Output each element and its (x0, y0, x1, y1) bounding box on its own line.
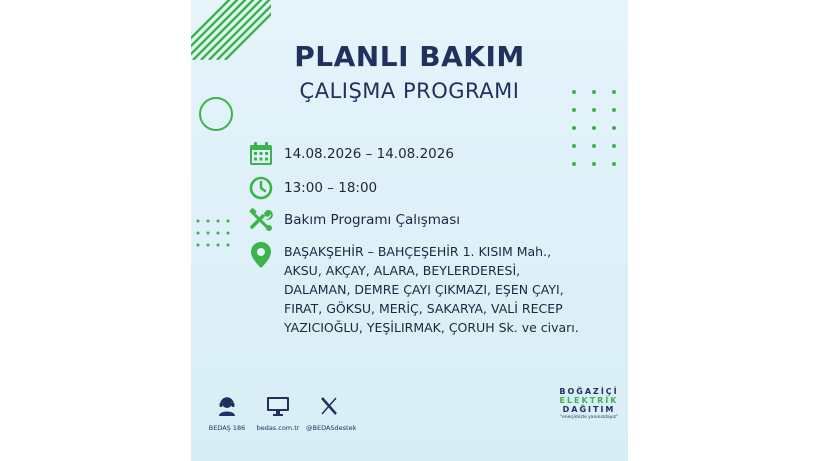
footer-phone (207, 395, 247, 432)
time-range: 13:00 – 18:00 (284, 180, 378, 196)
web-label: bedas.com.tr (256, 424, 300, 432)
support-agent-icon (216, 395, 238, 417)
address-block (284, 242, 624, 337)
clock-icon (248, 175, 274, 201)
calendar-icon (248, 141, 274, 167)
footer-web (255, 395, 301, 432)
work-type: Bakım Programı Çalışması (284, 212, 460, 228)
monitor-icon (266, 395, 290, 417)
phone-label: BEDAŞ 186 (208, 424, 246, 432)
brand-logo (556, 387, 622, 420)
brand-tagline: "enerjimizle yanınızdayız" (559, 415, 619, 420)
address-line: AKSU, AKÇAY, ALARA, BEYLERDERESİ, (284, 263, 521, 278)
x-logo-icon (318, 395, 340, 417)
social-label: @BEDASdestek (306, 424, 357, 432)
brand-line-1: BOĞAZİÇİ (559, 387, 619, 396)
decorative-dots-left (195, 218, 235, 258)
date-range: 14.08.2026 – 14.08.2026 (284, 146, 454, 162)
tools-icon (248, 207, 274, 233)
announcement-card (191, 0, 628, 461)
page-subtitle: ÇALIŞMA PROGRAMI (299, 79, 520, 103)
footer-social (306, 395, 357, 432)
address-line: FIRAT, GÖKSU, MERİÇ, SAKARYA, VALİ RECEP (284, 301, 563, 316)
location-pin-icon (248, 241, 274, 269)
address-line: YAZICIOĞLU, YEŞİLIRMAK, ÇORUH Sk. ve civarı. (284, 320, 579, 335)
brand-line-2: ELEKTRİK (559, 396, 619, 405)
address-line: DALAMAN, DEMRE ÇAYI ÇIKMAZI, EŞEN ÇAYI, (284, 282, 564, 297)
page-title: PLANLI BAKIM (294, 40, 525, 73)
address-line: BAŞAKŞEHİR – BAHÇEŞEHİR 1. KISIM Mah., (284, 244, 552, 259)
brand-line-3: DAĞITIM (562, 405, 616, 414)
